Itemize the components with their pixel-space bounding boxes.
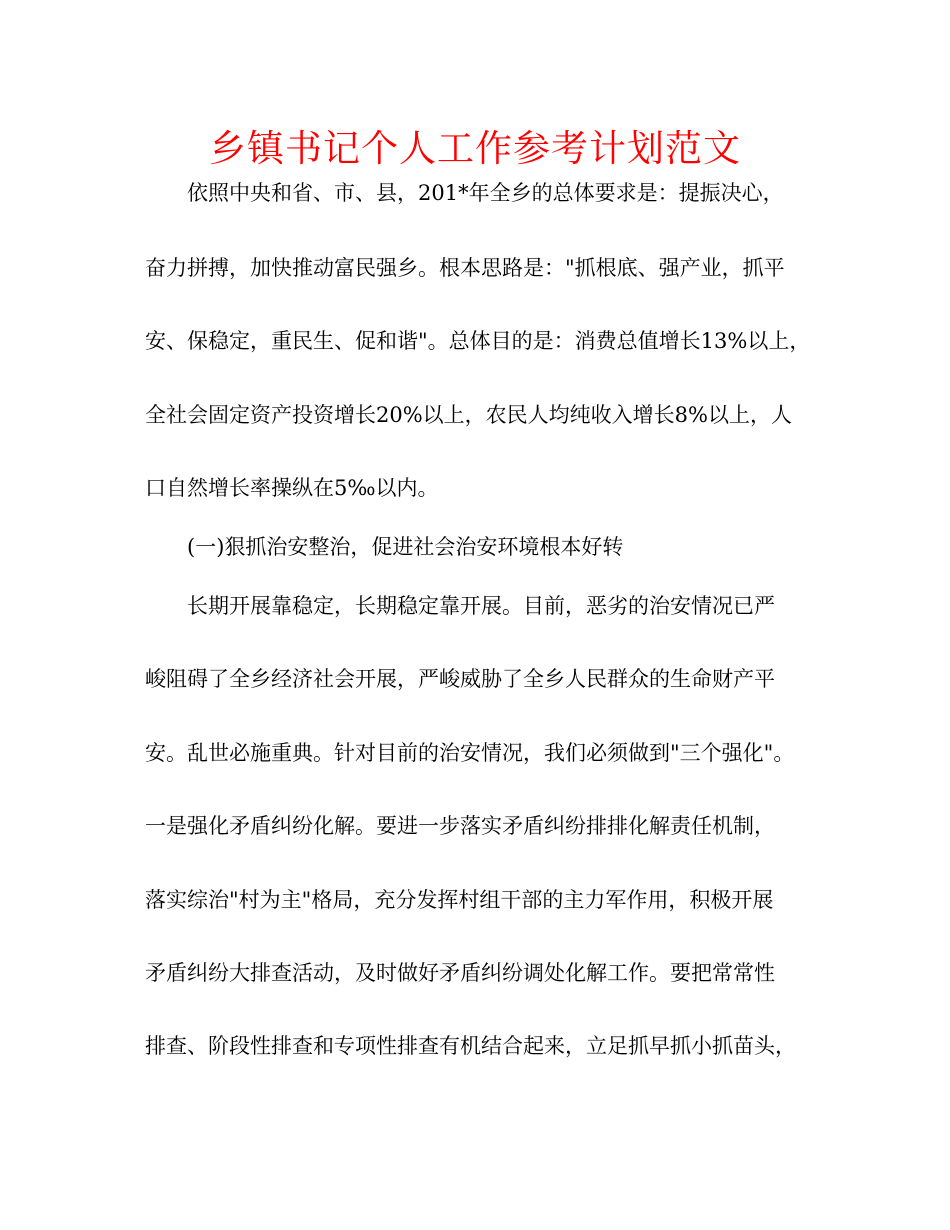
paragraph-line: 口自然增长率操纵在5‰以内。 <box>145 476 439 500</box>
paragraph-line: 安。乱世必施重典。针对目前的治安情况，我们必须做到"三个强化"。 <box>145 741 795 765</box>
document-title: 乡镇书记个人工作参考计划范文 <box>209 127 741 170</box>
paragraph-line: 矛盾纠纷大排查活动，及时做好矛盾纠纷调处化解工作。要把常常性 <box>145 961 775 985</box>
paragraph-line: 峻阻碍了全乡经济社会开展，严峻威胁了全乡人民群众的生命财产平 <box>145 667 775 691</box>
paragraph-line: 长期开展靠稳定，长期稳定靠开展。目前，恶劣的治安情况已严 <box>187 594 775 618</box>
paragraph-line: 一是强化矛盾纠纷化解。要进一步落实矛盾纠纷排排化解责任机制， <box>145 814 775 838</box>
paragraph-line: 全社会固定资产投资增长20%以上，农民人均纯收入增长8%以上，人 <box>145 403 792 427</box>
paragraph-line: 安、保稳定，重民生、促和谐"。总体目的是：消费总值增长13%以上， <box>145 329 811 353</box>
paragraph-line: 落实综治"村为主"格局，充分发挥村组干部的主力军作用，积极开展 <box>145 888 774 912</box>
section-heading: (一)狠抓治安整治，促进社会治安环境根本好转 <box>187 535 624 559</box>
paragraph-line: 依照中央和省、市、县，201*年全乡的总体要求是：提振决心， <box>187 181 784 205</box>
paragraph-line: 奋力拼搏，加快推动富民强乡。根本思路是："抓根底、强产业，抓平 <box>145 256 785 280</box>
paragraph-line: 排查、阶段性排查和专项性排查有机结合起来，立足抓早抓小抓苗头， <box>145 1034 796 1058</box>
